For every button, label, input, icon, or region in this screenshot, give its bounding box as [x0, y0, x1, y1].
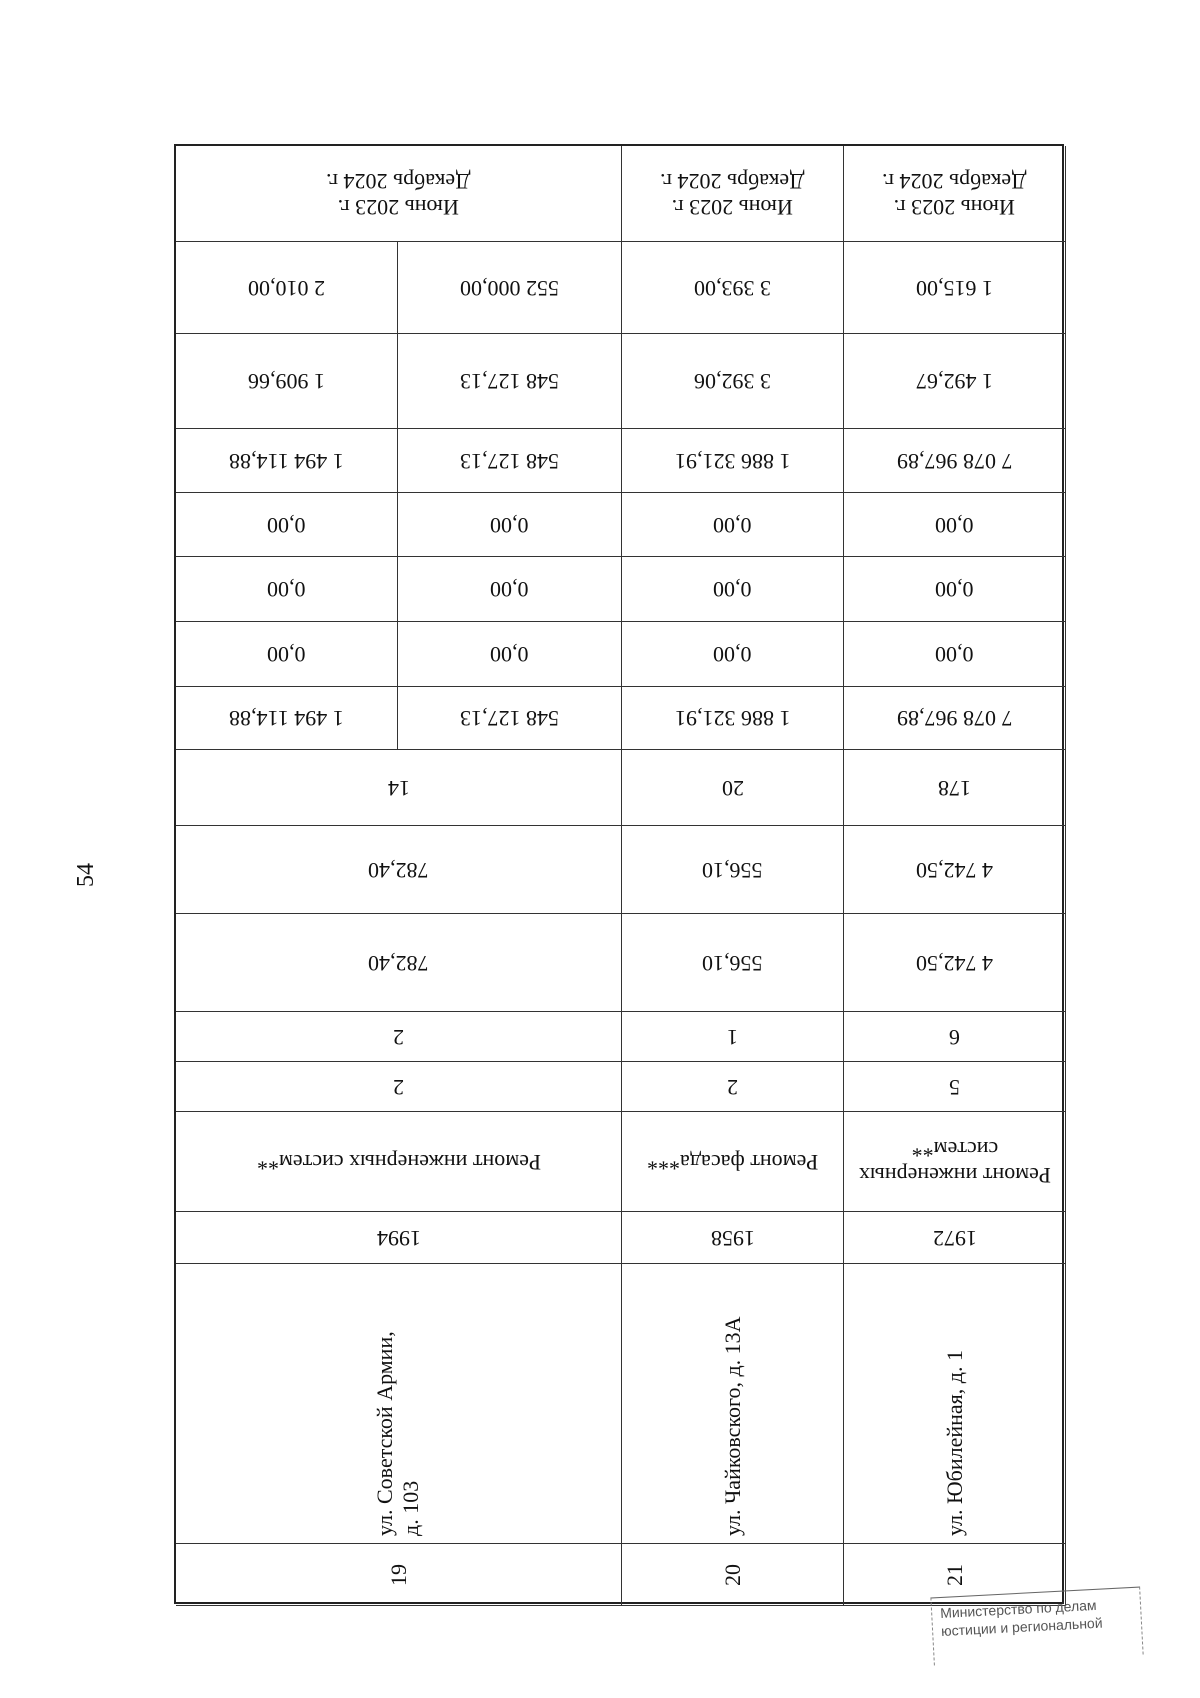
col-9-cell-text: 14: [387, 775, 410, 801]
col-5-cell: [844, 1062, 1066, 1112]
cost-cell-text: 0,00: [267, 512, 306, 538]
cost-cell-text: 7 078 967,89: [896, 706, 1013, 731]
cost-cell-text: 548 127,13: [460, 369, 559, 394]
cost-cell-text: 1 886 321,91: [674, 706, 791, 731]
cost-cell: [622, 429, 844, 493]
cost-cell: [622, 493, 844, 557]
col-7-cell: [622, 914, 844, 1012]
registration-stamp: [930, 1587, 1143, 1666]
cost-cell-text: 548 127,13: [460, 448, 559, 474]
cost-cell-text: 0,00: [267, 642, 306, 667]
col-7-cell: [176, 914, 622, 1012]
col-5-cell-text: 5: [949, 1074, 960, 1100]
address-cell: [844, 1264, 1066, 1544]
col-6-cell: [176, 1012, 622, 1062]
cost-cell: [398, 334, 622, 429]
cost-cell-text: 7 078 967,89: [896, 448, 1013, 474]
year-cell-text: 1972: [932, 1225, 977, 1251]
cost-cell-text: 0,00: [713, 577, 752, 602]
year-cell-text: 1958: [710, 1225, 755, 1251]
cost-cell-text: 1 615,00: [916, 275, 993, 301]
cost-cell: [398, 242, 622, 334]
cost-cell-text: 1 494 114,88: [229, 706, 344, 731]
stamp-line-1: Министерство по делам: [939, 1596, 1097, 1622]
row-number-cell: [176, 1544, 622, 1606]
cost-cell-text: 0,00: [267, 577, 306, 602]
cost-cell-text: 0,00: [490, 642, 529, 667]
col-5-cell-text: 2: [727, 1074, 738, 1100]
period-cell: [844, 146, 1066, 242]
col-9-cell-text: 20: [721, 775, 744, 801]
row-number-cell-text: 19: [385, 1563, 411, 1586]
cost-cell: [176, 557, 398, 622]
cost-cell: [176, 493, 398, 557]
cost-cell-text: 3 393,00: [694, 275, 771, 301]
address-line: ул. Юбилейная, д. 1: [942, 1350, 967, 1536]
row-number-cell-text: 21: [941, 1563, 967, 1586]
col-5-cell-text: 2: [393, 1074, 404, 1100]
stamp-line-2: юстиции и региональной: [940, 1614, 1103, 1640]
cost-cell-text: 548 127,13: [460, 706, 559, 731]
work-type-cell: [176, 1112, 622, 1212]
col-7-cell-text: 782,40: [368, 950, 429, 976]
work-type-cell: [622, 1112, 844, 1212]
col-8-cell-text: 4 742,50: [916, 857, 993, 883]
cost-cell: [844, 493, 1066, 557]
col-7-cell: [844, 914, 1066, 1012]
cost-cell-text: 0,00: [490, 577, 529, 602]
cost-cell: [176, 242, 398, 334]
col-9-cell: [844, 750, 1066, 826]
col-5-cell: [176, 1062, 622, 1112]
cost-cell-text: 0,00: [935, 642, 974, 667]
col-5-cell: [622, 1062, 844, 1112]
cost-cell: [398, 493, 622, 557]
cost-cell-text: 1 886 321,91: [674, 448, 791, 474]
cost-cell-text: 0,00: [935, 512, 974, 538]
page-number: 54: [73, 863, 99, 887]
period-cell-text: Июнь 2023 г. Декабрь 2024 г.: [882, 168, 1027, 220]
col-6-cell-text: 1: [727, 1024, 738, 1050]
cost-cell: [398, 557, 622, 622]
col-7-cell-text: 4 742,50: [916, 950, 993, 976]
address-line: ул. Советской Армии,: [372, 1331, 397, 1536]
cost-cell: [844, 334, 1066, 429]
address-cell: [176, 1264, 622, 1544]
cost-cell: [844, 687, 1066, 750]
col-6-cell: [622, 1012, 844, 1062]
cost-cell: [398, 429, 622, 493]
col-7-cell-text: 556,10: [702, 950, 763, 976]
cost-cell: [844, 242, 1066, 334]
cost-cell: [176, 334, 398, 429]
cost-cell: [622, 242, 844, 334]
cost-cell: [176, 622, 398, 687]
period-cell: [176, 146, 622, 242]
cost-cell: [176, 429, 398, 493]
cost-cell-text: 1 909,66: [248, 369, 325, 394]
cost-cell: [398, 687, 622, 750]
work-type-cell-text: Ремонт фасада***: [646, 1149, 819, 1175]
cost-cell: [844, 557, 1066, 622]
cost-cell-text: 0,00: [713, 512, 752, 538]
cost-cell-text: 3 392,06: [694, 369, 771, 394]
cost-cell: [622, 622, 844, 687]
cost-cell: [398, 622, 622, 687]
cost-cell-text: 0,00: [713, 642, 752, 667]
col-8-cell: [844, 826, 1066, 914]
cost-cell: [844, 429, 1066, 493]
col-9-cell-text: 178: [938, 775, 971, 801]
col-6-cell-text: 2: [393, 1024, 404, 1050]
period-cell: [622, 146, 844, 242]
year-cell-text: 1994: [376, 1225, 421, 1251]
cost-cell: [622, 334, 844, 429]
col-8-cell-text: 782,40: [368, 857, 429, 883]
cost-cell: [844, 622, 1066, 687]
col-6-cell-text: 6: [949, 1024, 960, 1050]
col-8-cell-text: 556,10: [702, 857, 763, 883]
work-type-cell-text: Ремонт инженерных систем**: [256, 1149, 541, 1175]
renovation-table: [174, 144, 1064, 1604]
col-6-cell: [844, 1012, 1066, 1062]
address-cell: [622, 1264, 844, 1544]
year-cell: [176, 1212, 622, 1264]
cost-cell-text: 0,00: [490, 512, 529, 538]
address-line: ул. Чайковского, д. 13А: [720, 1316, 745, 1536]
col-8-cell: [622, 826, 844, 914]
cost-cell-text: 0,00: [935, 577, 974, 602]
row-number-cell: [622, 1544, 844, 1606]
year-cell: [844, 1212, 1066, 1264]
cost-cell: [176, 687, 398, 750]
work-type-cell: [844, 1112, 1066, 1212]
period-cell-text: Июнь 2023 г. Декабрь 2024 г.: [326, 168, 471, 220]
cost-cell: [622, 557, 844, 622]
year-cell: [622, 1212, 844, 1264]
col-9-cell: [176, 750, 622, 826]
address-line: д. 103: [398, 1480, 423, 1536]
cost-cell-text: 1 494 114,88: [229, 448, 344, 474]
cost-cell: [622, 687, 844, 750]
cost-cell-text: 552 000,00: [460, 275, 559, 301]
cost-cell-text: 2 010,00: [248, 275, 325, 301]
col-8-cell: [176, 826, 622, 914]
col-9-cell: [622, 750, 844, 826]
row-number-cell-text: 20: [719, 1563, 745, 1586]
work-type-cell-text: Ремонт инженерных систем**: [858, 1136, 1051, 1188]
period-cell-text: Июнь 2023 г. Декабрь 2024 г.: [660, 168, 805, 220]
cost-cell-text: 1 492,67: [916, 369, 993, 394]
